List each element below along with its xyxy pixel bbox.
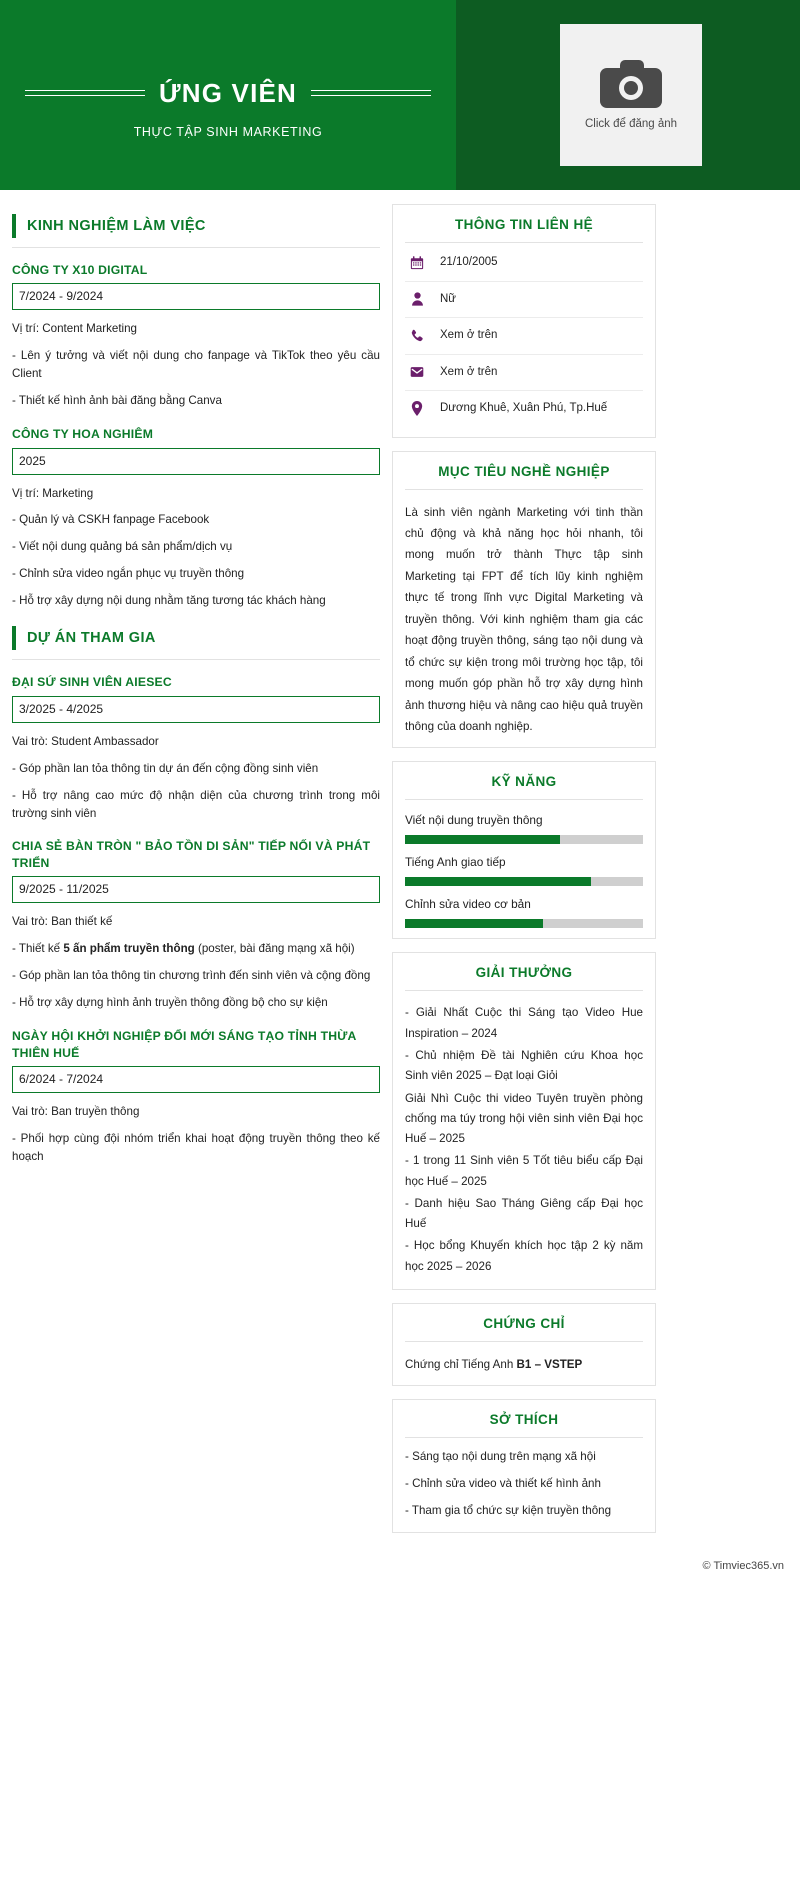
right-column xyxy=(392,204,656,1546)
header-left-panel xyxy=(0,0,456,190)
cv-header xyxy=(0,0,800,190)
calendar-icon xyxy=(407,256,427,270)
photo-placeholder-label: Click để đăng ảnh xyxy=(584,118,678,130)
project-date-field[interactable]: 9/2025 - 11/2025 xyxy=(12,876,380,903)
experience-role: Vị trí: Marketing xyxy=(12,486,94,500)
project-bullet: - Hỗ trợ xây dựng hình ảnh truyền thông đồng bộ cho sự kiện xyxy=(12,996,328,1010)
objective-title: MỤC TIÊU NGHỀ NGHIỆP xyxy=(405,464,643,490)
experience-date-field[interactable]: 2025 xyxy=(12,448,380,475)
company-name: CÔNG TY HOA NGHIÊM xyxy=(12,427,154,442)
projects-section-title: DỰ ÁN THAM GIA xyxy=(27,630,156,647)
award-line: - Học bổng Khuyến khích học tập 2 kỳ năm học 2025 – 2026 xyxy=(405,1239,643,1273)
project-role: Vai trò: Student Ambassador xyxy=(12,734,159,748)
experience-bullet: - Lên ý tưởng và viết nội dung cho fanpage và TikTok theo yêu cầu Client xyxy=(12,349,380,381)
skill-item xyxy=(405,886,643,928)
email-icon xyxy=(407,365,427,379)
photo-upload-box[interactable] xyxy=(560,24,702,166)
objective-text: Là sinh viên ngành Marketing với tinh thần chủ động và khả năng học hỏi nhanh, tôi mong muốn trở thành Thực tập sinh Marketing tại FPT để tích lũy kinh nghiệm thực tế trong lĩnh vực Digital Marketing và truyền thông. Với kinh nghiệm tham gia các hoạt động truyền thông, sáng tạo nội dung và tổ chức sự kiện trong môi trường học tập, tôi mong muốn góp phần hỗ trợ xây dựng hình ảnh thương hiệu và nâng cao hiệu quả truyền thông của doanh nghiệp. xyxy=(405,505,643,733)
contact-row-address xyxy=(405,391,643,427)
contact-row-gender xyxy=(405,282,643,319)
contact-value: 21/10/2005 xyxy=(440,256,498,268)
header-right-panel xyxy=(456,0,800,190)
project-item xyxy=(12,1028,380,1166)
contact-value: Dương Khuê, Xuân Phú, Tp.Huế xyxy=(440,402,608,415)
project-bullet xyxy=(12,940,380,958)
contact-title: THÔNG TIN LIÊN HỆ xyxy=(405,217,643,243)
experience-bullet: - Quản lý và CSKH fanpage Facebook xyxy=(12,513,210,527)
contact-card xyxy=(392,204,656,438)
bullet-text-post: (poster, bài đăng mạng xã hội) xyxy=(194,942,355,956)
contact-value: Nữ xyxy=(440,292,457,305)
project-name: ĐẠI SỨ SINH VIÊN AIESEC xyxy=(12,675,172,690)
project-role: Vai trò: Ban thiết kế xyxy=(12,915,113,929)
experience-bullet: - Thiết kế hình ảnh bài đăng bằng Canva xyxy=(12,394,222,408)
certificate-line xyxy=(405,1344,643,1375)
experience-section-title: KINH NGHIỆM LÀM VIỆC xyxy=(27,218,206,234)
project-date-field[interactable]: 6/2024 - 7/2024 xyxy=(12,1066,380,1093)
project-role: Vai trò: Ban truyền thông xyxy=(12,1105,140,1119)
award-line: Giải Nhì Cuộc thi video Tuyên truyền phòng chống ma túy trong hội viên sinh viên Đại học Huế – 2025 xyxy=(405,1091,643,1146)
header-rule-left xyxy=(25,90,145,96)
hobbies-card xyxy=(392,1399,656,1533)
bullet-text-bold: 5 ấn phẩm truyền thông xyxy=(63,942,195,956)
awards-list xyxy=(405,993,643,1277)
project-item xyxy=(12,838,380,1012)
contact-row-birthdate xyxy=(405,245,643,282)
cv-body xyxy=(0,190,800,1546)
certificate-title: CHỨNG CHỈ xyxy=(405,1316,643,1342)
location-pin-icon xyxy=(407,401,427,416)
skill-progress-fill xyxy=(405,919,543,928)
experience-bullet: - Chỉnh sửa video ngắn phục vụ truyền thông xyxy=(12,567,245,581)
project-name: NGÀY HỘI KHỞI NGHIỆP ĐỔI MỚI SÁNG TẠO TỈNH THỪA THIÊN HUẾ xyxy=(12,1029,357,1060)
experience-date-field[interactable]: 7/2024 - 9/2024 xyxy=(12,283,380,310)
skill-name: Viết nội dung truyền thông xyxy=(405,813,543,828)
awards-title: GIẢI THƯỞNG xyxy=(405,965,643,991)
experience-item xyxy=(12,426,380,610)
skills-card xyxy=(392,761,656,939)
certificate-card xyxy=(392,1303,656,1386)
projects-section-header xyxy=(12,626,380,660)
experience-role: Vị trí: Content Marketing xyxy=(12,322,138,336)
section-accent-bar xyxy=(12,214,16,238)
contact-row-phone xyxy=(405,318,643,355)
hobby-line: - Sáng tạo nội dung trên mạng xã hội xyxy=(405,1449,596,1463)
bullet-text-pre: - Thiết kế xyxy=(12,942,64,956)
candidate-name-row xyxy=(0,78,456,109)
experience-bullet: - Viết nội dung quảng bá sản phẩm/dịch vụ xyxy=(12,540,233,554)
experience-bullet: - Hỗ trợ xây dựng nội dung nhằm tăng tương tác khách hàng xyxy=(12,594,326,608)
skills-title: KỸ NĂNG xyxy=(405,774,643,800)
contact-value: Xem ở trên xyxy=(440,365,498,378)
skill-item xyxy=(405,844,643,886)
skill-progress-track xyxy=(405,919,643,928)
hobby-line: - Tham gia tổ chức sự kiện truyền thông xyxy=(405,1504,612,1518)
skill-progress-track xyxy=(405,877,643,886)
camera-icon xyxy=(600,60,662,108)
skill-name: Tiếng Anh giao tiếp xyxy=(405,855,506,870)
person-icon xyxy=(407,292,427,306)
certificate-prefix: Chứng chỉ Tiếng Anh xyxy=(405,1358,517,1372)
company-name: CÔNG TY X10 DIGITAL xyxy=(12,263,148,277)
project-bullet: - Phối hợp cùng đội nhóm triển khai hoạt động truyền thông theo kế hoạch xyxy=(12,1131,380,1163)
skill-name: Chỉnh sửa video cơ bản xyxy=(405,897,531,912)
skill-progress-track xyxy=(405,835,643,844)
project-date-field[interactable]: 3/2025 - 4/2025 xyxy=(12,696,380,723)
awards-card xyxy=(392,952,656,1290)
skill-progress-fill xyxy=(405,877,591,886)
experience-section-header xyxy=(12,214,380,248)
hobbies-title: SỞ THÍCH xyxy=(405,1412,643,1438)
section-accent-bar xyxy=(12,626,16,650)
project-bullet: - Góp phần lan tỏa thông tin chương trình đến sinh viên và cộng đồng xyxy=(12,969,371,983)
job-title: THỰC TẬP SINH MARKETING xyxy=(133,124,323,139)
candidate-name: ỨNG VIÊN xyxy=(158,77,298,108)
phone-icon xyxy=(407,329,427,343)
contact-value: Xem ở trên xyxy=(440,329,498,342)
header-rule-right xyxy=(311,90,431,96)
experience-item xyxy=(12,262,380,410)
contact-row-email xyxy=(405,355,643,392)
award-line: - Giải Nhất Cuộc thi Sáng tạo Video Hue Inspiration – 2024 xyxy=(405,1006,643,1040)
certificate-level: B1 – VSTEP xyxy=(516,1358,583,1372)
skill-progress-fill xyxy=(405,835,560,844)
project-bullet: - Hỗ trợ nâng cao mức độ nhận diện của chương trình trong môi trường sinh viên xyxy=(12,788,380,820)
hobby-line: - Chỉnh sửa video và thiết kế hình ảnh xyxy=(405,1477,601,1491)
skill-item xyxy=(405,802,643,844)
project-bullet: - Góp phần lan tỏa thông tin dự án đến cộng đồng sinh viên xyxy=(12,761,319,775)
left-column xyxy=(12,204,380,1182)
project-name: CHIA SẺ BÀN TRÒN " BẢO TỒN DI SẢN" TIẾP NỐI VÀ PHÁT TRIỂN xyxy=(12,839,371,870)
footer-credit: © Timviec365.vn xyxy=(702,1559,784,1572)
objective-card xyxy=(392,451,656,749)
award-line: - Danh hiệu Sao Tháng Giêng cấp Đại học Huế xyxy=(405,1196,643,1231)
project-item xyxy=(12,674,380,822)
award-line: - 1 trong 11 Sinh viên 5 Tốt tiêu biểu cấp Đại học Huế – 2025 xyxy=(405,1154,643,1188)
award-line: - Chủ nhiệm Đề tài Nghiên cứu Khoa học Sinh viên 2025 – Đạt loại Giỏi xyxy=(405,1048,643,1083)
